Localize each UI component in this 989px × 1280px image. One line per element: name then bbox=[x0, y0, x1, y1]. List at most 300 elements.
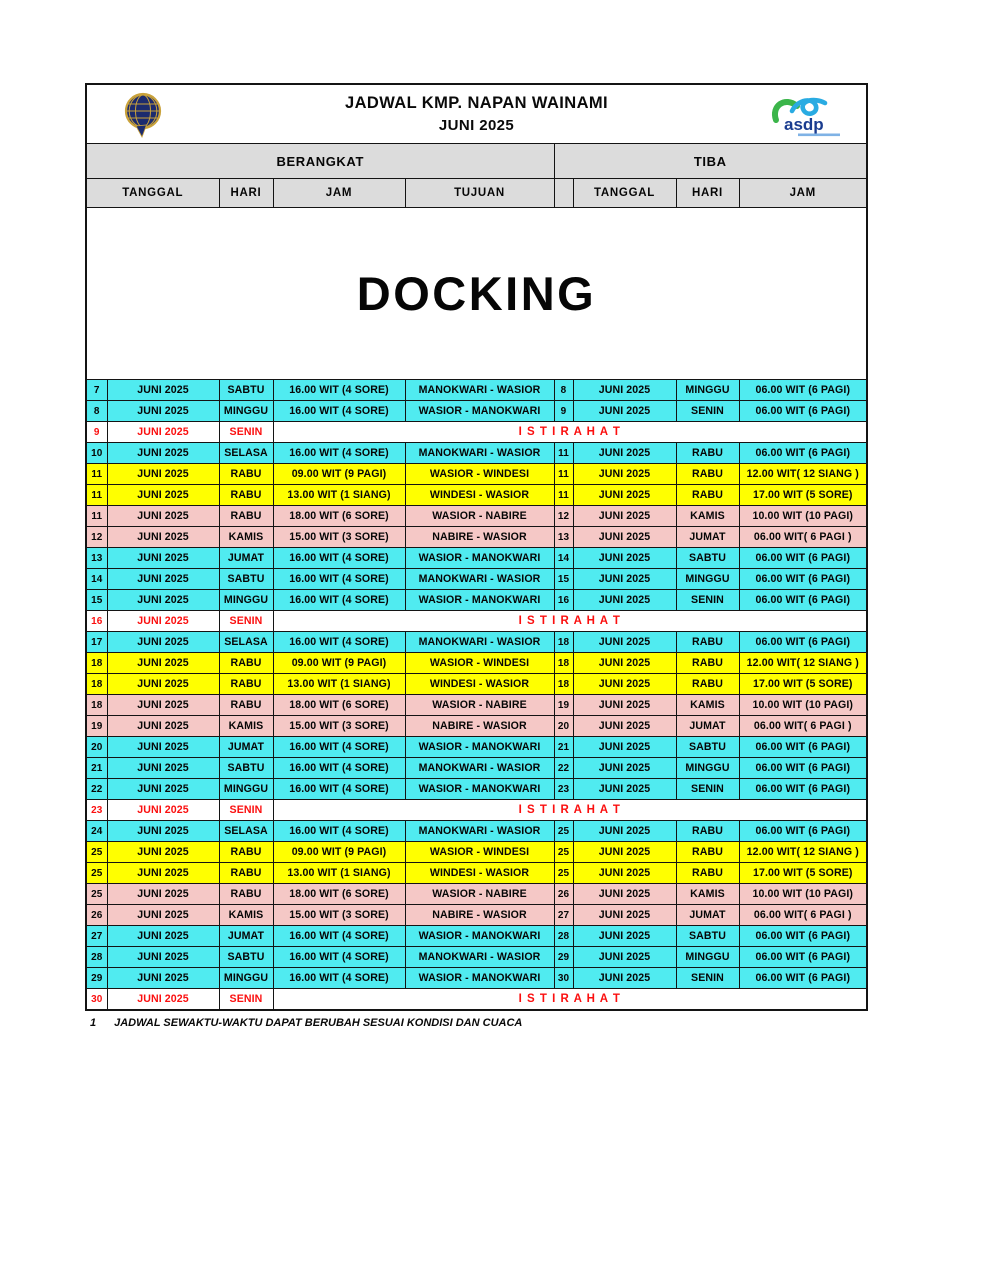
jam: 12.00 WIT( 12 SIANG ) bbox=[739, 842, 867, 863]
tujuan: WASIOR - NABIRE bbox=[405, 506, 554, 527]
hari: SENIN bbox=[219, 611, 273, 632]
schedule-document bbox=[85, 83, 866, 1029]
month: JUNI 2025 bbox=[107, 737, 219, 758]
dnum: 15 bbox=[86, 590, 107, 611]
hari: SENIN bbox=[219, 989, 273, 1011]
month: JUNI 2025 bbox=[573, 695, 676, 716]
jam: 17.00 WIT (5 SORE) bbox=[739, 863, 867, 884]
hari: SELASA bbox=[219, 632, 273, 653]
hari: SENIN bbox=[219, 422, 273, 443]
rest-label: I S T I R A H A T bbox=[273, 800, 867, 821]
tujuan: WASIOR - MANOKWARI bbox=[405, 968, 554, 989]
dnum: 13 bbox=[86, 548, 107, 569]
jam: 16.00 WIT (4 SORE) bbox=[273, 968, 405, 989]
trip-row bbox=[86, 527, 867, 548]
dnum: 26 bbox=[554, 884, 573, 905]
hari: RABU bbox=[219, 653, 273, 674]
month: JUNI 2025 bbox=[573, 905, 676, 926]
trip-row bbox=[86, 632, 867, 653]
jam: 06.00 WIT (6 PAGI) bbox=[739, 779, 867, 800]
hari: KAMIS bbox=[219, 527, 273, 548]
col-header-hari-tiba: HARI bbox=[676, 179, 739, 208]
dnum: 18 bbox=[554, 632, 573, 653]
dnum: 27 bbox=[554, 905, 573, 926]
tujuan: WASIOR - WINDESI bbox=[405, 464, 554, 485]
jam: 10.00 WIT (10 PAGI) bbox=[739, 506, 867, 527]
month: JUNI 2025 bbox=[573, 569, 676, 590]
jam: 17.00 WIT (5 SORE) bbox=[739, 674, 867, 695]
tujuan: WASIOR - MANOKWARI bbox=[405, 926, 554, 947]
dnum: 25 bbox=[86, 842, 107, 863]
dnum: 11 bbox=[86, 464, 107, 485]
month: JUNI 2025 bbox=[107, 611, 219, 632]
footnote-number: 1 bbox=[90, 1017, 97, 1029]
hari: SELASA bbox=[219, 443, 273, 464]
tujuan: WASIOR - MANOKWARI bbox=[405, 590, 554, 611]
month: JUNI 2025 bbox=[107, 548, 219, 569]
hari: KAMIS bbox=[676, 506, 739, 527]
jam: 10.00 WIT (10 PAGI) bbox=[739, 884, 867, 905]
month: JUNI 2025 bbox=[107, 506, 219, 527]
month: JUNI 2025 bbox=[107, 884, 219, 905]
trip-row bbox=[86, 380, 867, 401]
trip-row bbox=[86, 968, 867, 989]
jam: 06.00 WIT (6 PAGI) bbox=[739, 947, 867, 968]
month: JUNI 2025 bbox=[107, 779, 219, 800]
hari: SABTU bbox=[219, 758, 273, 779]
month: JUNI 2025 bbox=[573, 842, 676, 863]
jam: 06.00 WIT (6 PAGI) bbox=[739, 569, 867, 590]
tujuan: WINDESI - WASIOR bbox=[405, 674, 554, 695]
tujuan: WASIOR - WINDESI bbox=[405, 842, 554, 863]
hari: RABU bbox=[676, 464, 739, 485]
hari: RABU bbox=[219, 695, 273, 716]
tujuan: MANOKWARI - WASIOR bbox=[405, 569, 554, 590]
month: JUNI 2025 bbox=[107, 485, 219, 506]
hari: RABU bbox=[676, 485, 739, 506]
hari: MINGGU bbox=[219, 779, 273, 800]
dnum: 28 bbox=[554, 926, 573, 947]
col-header-tanggal: TANGGAL bbox=[86, 179, 219, 208]
month: JUNI 2025 bbox=[107, 716, 219, 737]
month: JUNI 2025 bbox=[107, 989, 219, 1011]
jam: 15.00 WIT (3 SORE) bbox=[273, 527, 405, 548]
trip-row bbox=[86, 758, 867, 779]
trip-row bbox=[86, 590, 867, 611]
month: JUNI 2025 bbox=[573, 548, 676, 569]
dnum: 9 bbox=[86, 422, 107, 443]
rest-label: I S T I R A H A T bbox=[273, 611, 867, 632]
dnum: 12 bbox=[86, 527, 107, 548]
jam: 06.00 WIT( 6 PAGI ) bbox=[739, 716, 867, 737]
hari: KAMIS bbox=[676, 884, 739, 905]
month: JUNI 2025 bbox=[573, 653, 676, 674]
month: JUNI 2025 bbox=[107, 926, 219, 947]
tujuan: WASIOR - WINDESI bbox=[405, 653, 554, 674]
hari: SABTU bbox=[676, 548, 739, 569]
jam: 16.00 WIT (4 SORE) bbox=[273, 569, 405, 590]
dnum: 7 bbox=[86, 380, 107, 401]
hari: SABTU bbox=[219, 947, 273, 968]
month: JUNI 2025 bbox=[573, 380, 676, 401]
hari: RABU bbox=[219, 485, 273, 506]
column-header-row bbox=[86, 179, 867, 208]
hari: JUMAT bbox=[219, 548, 273, 569]
jam: 12.00 WIT( 12 SIANG ) bbox=[739, 653, 867, 674]
trip-row bbox=[86, 926, 867, 947]
month: JUNI 2025 bbox=[107, 800, 219, 821]
month: JUNI 2025 bbox=[573, 779, 676, 800]
dnum: 14 bbox=[554, 548, 573, 569]
month: JUNI 2025 bbox=[573, 884, 676, 905]
hari: JUMAT bbox=[676, 716, 739, 737]
hari: RABU bbox=[676, 632, 739, 653]
dnum: 8 bbox=[554, 380, 573, 401]
tujuan: WASIOR - MANOKWARI bbox=[405, 401, 554, 422]
month: JUNI 2025 bbox=[107, 947, 219, 968]
month: JUNI 2025 bbox=[107, 821, 219, 842]
trip-row bbox=[86, 905, 867, 926]
footnote bbox=[85, 1017, 866, 1029]
dnum: 28 bbox=[86, 947, 107, 968]
trip-row bbox=[86, 821, 867, 842]
month: JUNI 2025 bbox=[573, 968, 676, 989]
trip-row bbox=[86, 548, 867, 569]
tujuan: WASIOR - MANOKWARI bbox=[405, 737, 554, 758]
hari: RABU bbox=[219, 884, 273, 905]
month: JUNI 2025 bbox=[573, 401, 676, 422]
dnum: 11 bbox=[86, 485, 107, 506]
month: JUNI 2025 bbox=[573, 758, 676, 779]
dnum: 18 bbox=[86, 674, 107, 695]
dnum: 30 bbox=[86, 989, 107, 1011]
jam: 06.00 WIT (6 PAGI) bbox=[739, 821, 867, 842]
month: JUNI 2025 bbox=[107, 380, 219, 401]
trip-row bbox=[86, 485, 867, 506]
hari: MINGGU bbox=[219, 401, 273, 422]
dnum: 26 bbox=[86, 905, 107, 926]
hari: RABU bbox=[219, 863, 273, 884]
jam: 16.00 WIT (4 SORE) bbox=[273, 632, 405, 653]
month: JUNI 2025 bbox=[573, 737, 676, 758]
month: JUNI 2025 bbox=[573, 947, 676, 968]
tujuan: MANOKWARI - WASIOR bbox=[405, 758, 554, 779]
trip-row bbox=[86, 863, 867, 884]
hari: MINGGU bbox=[219, 968, 273, 989]
jam: 16.00 WIT (4 SORE) bbox=[273, 926, 405, 947]
col-header-hari: HARI bbox=[219, 179, 273, 208]
month: JUNI 2025 bbox=[107, 968, 219, 989]
jam: 12.00 WIT( 12 SIANG ) bbox=[739, 464, 867, 485]
tujuan: NABIRE - WASIOR bbox=[405, 905, 554, 926]
month: JUNI 2025 bbox=[107, 632, 219, 653]
month: JUNI 2025 bbox=[107, 464, 219, 485]
col-header-spacer bbox=[554, 179, 573, 208]
month: JUNI 2025 bbox=[107, 527, 219, 548]
month: JUNI 2025 bbox=[573, 632, 676, 653]
col-header-jam-tiba: JAM bbox=[739, 179, 867, 208]
trip-row bbox=[86, 842, 867, 863]
arrive-section-header: TIBA bbox=[554, 144, 867, 179]
hari: JUMAT bbox=[219, 737, 273, 758]
jam: 06.00 WIT (6 PAGI) bbox=[739, 758, 867, 779]
svg-text:asdp: asdp bbox=[784, 115, 824, 134]
trip-row bbox=[86, 569, 867, 590]
dnum: 20 bbox=[86, 737, 107, 758]
month: JUNI 2025 bbox=[107, 674, 219, 695]
month: JUNI 2025 bbox=[573, 716, 676, 737]
jam: 06.00 WIT (6 PAGI) bbox=[739, 443, 867, 464]
jam: 06.00 WIT (6 PAGI) bbox=[739, 926, 867, 947]
trip-row bbox=[86, 653, 867, 674]
hari: RABU bbox=[219, 506, 273, 527]
hari: RABU bbox=[676, 821, 739, 842]
dnum: 27 bbox=[86, 926, 107, 947]
trip-row bbox=[86, 443, 867, 464]
hari: JUMAT bbox=[676, 905, 739, 926]
trip-row bbox=[86, 464, 867, 485]
jam: 13.00 WIT (1 SIANG) bbox=[273, 674, 405, 695]
month: JUNI 2025 bbox=[573, 485, 676, 506]
title-cell bbox=[86, 84, 867, 144]
month: JUNI 2025 bbox=[107, 422, 219, 443]
jam: 16.00 WIT (4 SORE) bbox=[273, 821, 405, 842]
col-header-jam: JAM bbox=[273, 179, 405, 208]
footnote-text: JADWAL SEWAKTU-WAKTU DAPAT BERUBAH SESUAI KONDISI DAN CUACA bbox=[114, 1017, 523, 1029]
jam: 16.00 WIT (4 SORE) bbox=[273, 590, 405, 611]
tujuan: WASIOR - NABIRE bbox=[405, 695, 554, 716]
dnum: 15 bbox=[554, 569, 573, 590]
trip-row bbox=[86, 695, 867, 716]
tujuan: NABIRE - WASIOR bbox=[405, 716, 554, 737]
rest-row bbox=[86, 989, 867, 1011]
month: JUNI 2025 bbox=[107, 842, 219, 863]
hari: MINGGU bbox=[676, 947, 739, 968]
jam: 17.00 WIT (5 SORE) bbox=[739, 485, 867, 506]
dnum: 23 bbox=[554, 779, 573, 800]
dnum: 19 bbox=[86, 716, 107, 737]
month: JUNI 2025 bbox=[573, 506, 676, 527]
rest-label: I S T I R A H A T bbox=[273, 422, 867, 443]
hari: KAMIS bbox=[219, 716, 273, 737]
hari: SENIN bbox=[676, 779, 739, 800]
tujuan: MANOKWARI - WASIOR bbox=[405, 380, 554, 401]
trip-row bbox=[86, 779, 867, 800]
hari: RABU bbox=[676, 842, 739, 863]
jam: 15.00 WIT (3 SORE) bbox=[273, 905, 405, 926]
dnum: 18 bbox=[554, 653, 573, 674]
dnum: 29 bbox=[554, 947, 573, 968]
dnum: 23 bbox=[86, 800, 107, 821]
jam: 16.00 WIT (4 SORE) bbox=[273, 737, 405, 758]
month: JUNI 2025 bbox=[107, 758, 219, 779]
hari: RABU bbox=[219, 674, 273, 695]
jam: 16.00 WIT (4 SORE) bbox=[273, 947, 405, 968]
month: JUNI 2025 bbox=[107, 695, 219, 716]
docking-row bbox=[86, 208, 867, 380]
hari: SABTU bbox=[676, 737, 739, 758]
dnum: 11 bbox=[554, 485, 573, 506]
jam: 16.00 WIT (4 SORE) bbox=[273, 758, 405, 779]
jam: 16.00 WIT (4 SORE) bbox=[273, 779, 405, 800]
rest-label: I S T I R A H A T bbox=[273, 989, 867, 1011]
dnum: 16 bbox=[86, 611, 107, 632]
month: JUNI 2025 bbox=[107, 443, 219, 464]
rest-row bbox=[86, 611, 867, 632]
dnum: 29 bbox=[86, 968, 107, 989]
jam: 13.00 WIT (1 SIANG) bbox=[273, 485, 405, 506]
tujuan: WASIOR - MANOKWARI bbox=[405, 548, 554, 569]
month: JUNI 2025 bbox=[107, 905, 219, 926]
dnum: 17 bbox=[86, 632, 107, 653]
dnum: 25 bbox=[86, 884, 107, 905]
hari: MINGGU bbox=[219, 590, 273, 611]
month: JUNI 2025 bbox=[573, 590, 676, 611]
hari: SENIN bbox=[219, 800, 273, 821]
dnum: 19 bbox=[554, 695, 573, 716]
dnum: 24 bbox=[86, 821, 107, 842]
month: JUNI 2025 bbox=[573, 863, 676, 884]
dnum: 21 bbox=[86, 758, 107, 779]
hari: MINGGU bbox=[676, 380, 739, 401]
schedule-table bbox=[85, 83, 868, 1011]
trip-row bbox=[86, 947, 867, 968]
jam: 16.00 WIT (4 SORE) bbox=[273, 443, 405, 464]
hari: RABU bbox=[676, 674, 739, 695]
hari: RABU bbox=[219, 842, 273, 863]
tujuan: WINDESI - WASIOR bbox=[405, 485, 554, 506]
jam: 09.00 WIT (9 PAGI) bbox=[273, 653, 405, 674]
hari: RABU bbox=[676, 653, 739, 674]
month: JUNI 2025 bbox=[573, 443, 676, 464]
hari: RABU bbox=[676, 863, 739, 884]
jam: 09.00 WIT (9 PAGI) bbox=[273, 464, 405, 485]
jam: 16.00 WIT (4 SORE) bbox=[273, 401, 405, 422]
jam: 18.00 WIT (6 SORE) bbox=[273, 695, 405, 716]
dnum: 25 bbox=[554, 842, 573, 863]
dnum: 12 bbox=[554, 506, 573, 527]
tujuan: WINDESI - WASIOR bbox=[405, 863, 554, 884]
hari: SELASA bbox=[219, 821, 273, 842]
month: JUNI 2025 bbox=[107, 401, 219, 422]
col-header-tujuan: TUJUAN bbox=[405, 179, 554, 208]
jam: 15.00 WIT (3 SORE) bbox=[273, 716, 405, 737]
jam: 10.00 WIT (10 PAGI) bbox=[739, 695, 867, 716]
jam: 18.00 WIT (6 SORE) bbox=[273, 506, 405, 527]
tujuan: NABIRE - WASIOR bbox=[405, 527, 554, 548]
hari: SENIN bbox=[676, 968, 739, 989]
depart-section-header: BERANGKAT bbox=[86, 144, 554, 179]
dnum: 13 bbox=[554, 527, 573, 548]
jam: 09.00 WIT (9 PAGI) bbox=[273, 842, 405, 863]
jam: 06.00 WIT (6 PAGI) bbox=[739, 968, 867, 989]
trip-row bbox=[86, 674, 867, 695]
month: JUNI 2025 bbox=[107, 863, 219, 884]
month: JUNI 2025 bbox=[573, 464, 676, 485]
hari: MINGGU bbox=[676, 758, 739, 779]
dnum: 22 bbox=[86, 779, 107, 800]
dnum: 25 bbox=[554, 863, 573, 884]
jam: 18.00 WIT (6 SORE) bbox=[273, 884, 405, 905]
hari: JUMAT bbox=[676, 527, 739, 548]
jam: 06.00 WIT( 6 PAGI ) bbox=[739, 527, 867, 548]
hari: RABU bbox=[676, 443, 739, 464]
dnum: 18 bbox=[86, 695, 107, 716]
dnum: 11 bbox=[86, 506, 107, 527]
jam: 06.00 WIT (6 PAGI) bbox=[739, 632, 867, 653]
hari: SENIN bbox=[676, 590, 739, 611]
col-header-tanggal-tiba: TANGGAL bbox=[573, 179, 676, 208]
title-row bbox=[86, 84, 867, 144]
dnum: 8 bbox=[86, 401, 107, 422]
dnum: 21 bbox=[554, 737, 573, 758]
dnum: 18 bbox=[554, 674, 573, 695]
document-subtitle: JUNI 2025 bbox=[438, 117, 515, 134]
rest-row bbox=[86, 800, 867, 821]
tujuan: MANOKWARI - WASIOR bbox=[405, 443, 554, 464]
dnum: 25 bbox=[86, 863, 107, 884]
trip-row bbox=[86, 401, 867, 422]
hari: MINGGU bbox=[676, 569, 739, 590]
hari: RABU bbox=[219, 464, 273, 485]
month: JUNI 2025 bbox=[573, 821, 676, 842]
hari: SENIN bbox=[676, 401, 739, 422]
dnum: 30 bbox=[554, 968, 573, 989]
asdp-logo-icon bbox=[768, 94, 846, 138]
month: JUNI 2025 bbox=[573, 926, 676, 947]
dnum: 16 bbox=[554, 590, 573, 611]
jam: 16.00 WIT (4 SORE) bbox=[273, 548, 405, 569]
dnum: 22 bbox=[554, 758, 573, 779]
month: JUNI 2025 bbox=[573, 527, 676, 548]
title-block bbox=[87, 85, 866, 143]
docking-label: DOCKING bbox=[86, 208, 867, 380]
tujuan: WASIOR - MANOKWARI bbox=[405, 779, 554, 800]
tujuan: WASIOR - NABIRE bbox=[405, 884, 554, 905]
rest-row bbox=[86, 422, 867, 443]
jam: 06.00 WIT (6 PAGI) bbox=[739, 401, 867, 422]
jam: 06.00 WIT( 6 PAGI ) bbox=[739, 905, 867, 926]
trip-row bbox=[86, 716, 867, 737]
jam: 06.00 WIT (6 PAGI) bbox=[739, 590, 867, 611]
hari: KAMIS bbox=[676, 695, 739, 716]
tujuan: MANOKWARI - WASIOR bbox=[405, 821, 554, 842]
dnum: 10 bbox=[86, 443, 107, 464]
dnum: 18 bbox=[86, 653, 107, 674]
section-header-row bbox=[86, 144, 867, 179]
month: JUNI 2025 bbox=[107, 590, 219, 611]
document-title: JADWAL KMP. NAPAN WAINAMI bbox=[345, 94, 609, 112]
dnum: 20 bbox=[554, 716, 573, 737]
dnum: 9 bbox=[554, 401, 573, 422]
dnum: 14 bbox=[86, 569, 107, 590]
hari: SABTU bbox=[676, 926, 739, 947]
schedule-body bbox=[86, 380, 867, 1011]
jam: 13.00 WIT (1 SIANG) bbox=[273, 863, 405, 884]
jam: 06.00 WIT (6 PAGI) bbox=[739, 380, 867, 401]
trip-row bbox=[86, 737, 867, 758]
month: JUNI 2025 bbox=[573, 674, 676, 695]
hari: KAMIS bbox=[219, 905, 273, 926]
jam: 06.00 WIT (6 PAGI) bbox=[739, 548, 867, 569]
hari: JUMAT bbox=[219, 926, 273, 947]
month: JUNI 2025 bbox=[107, 569, 219, 590]
tujuan: MANOKWARI - WASIOR bbox=[405, 947, 554, 968]
hari: SABTU bbox=[219, 569, 273, 590]
dnum: 11 bbox=[554, 443, 573, 464]
dnum: 11 bbox=[554, 464, 573, 485]
hari: SABTU bbox=[219, 380, 273, 401]
